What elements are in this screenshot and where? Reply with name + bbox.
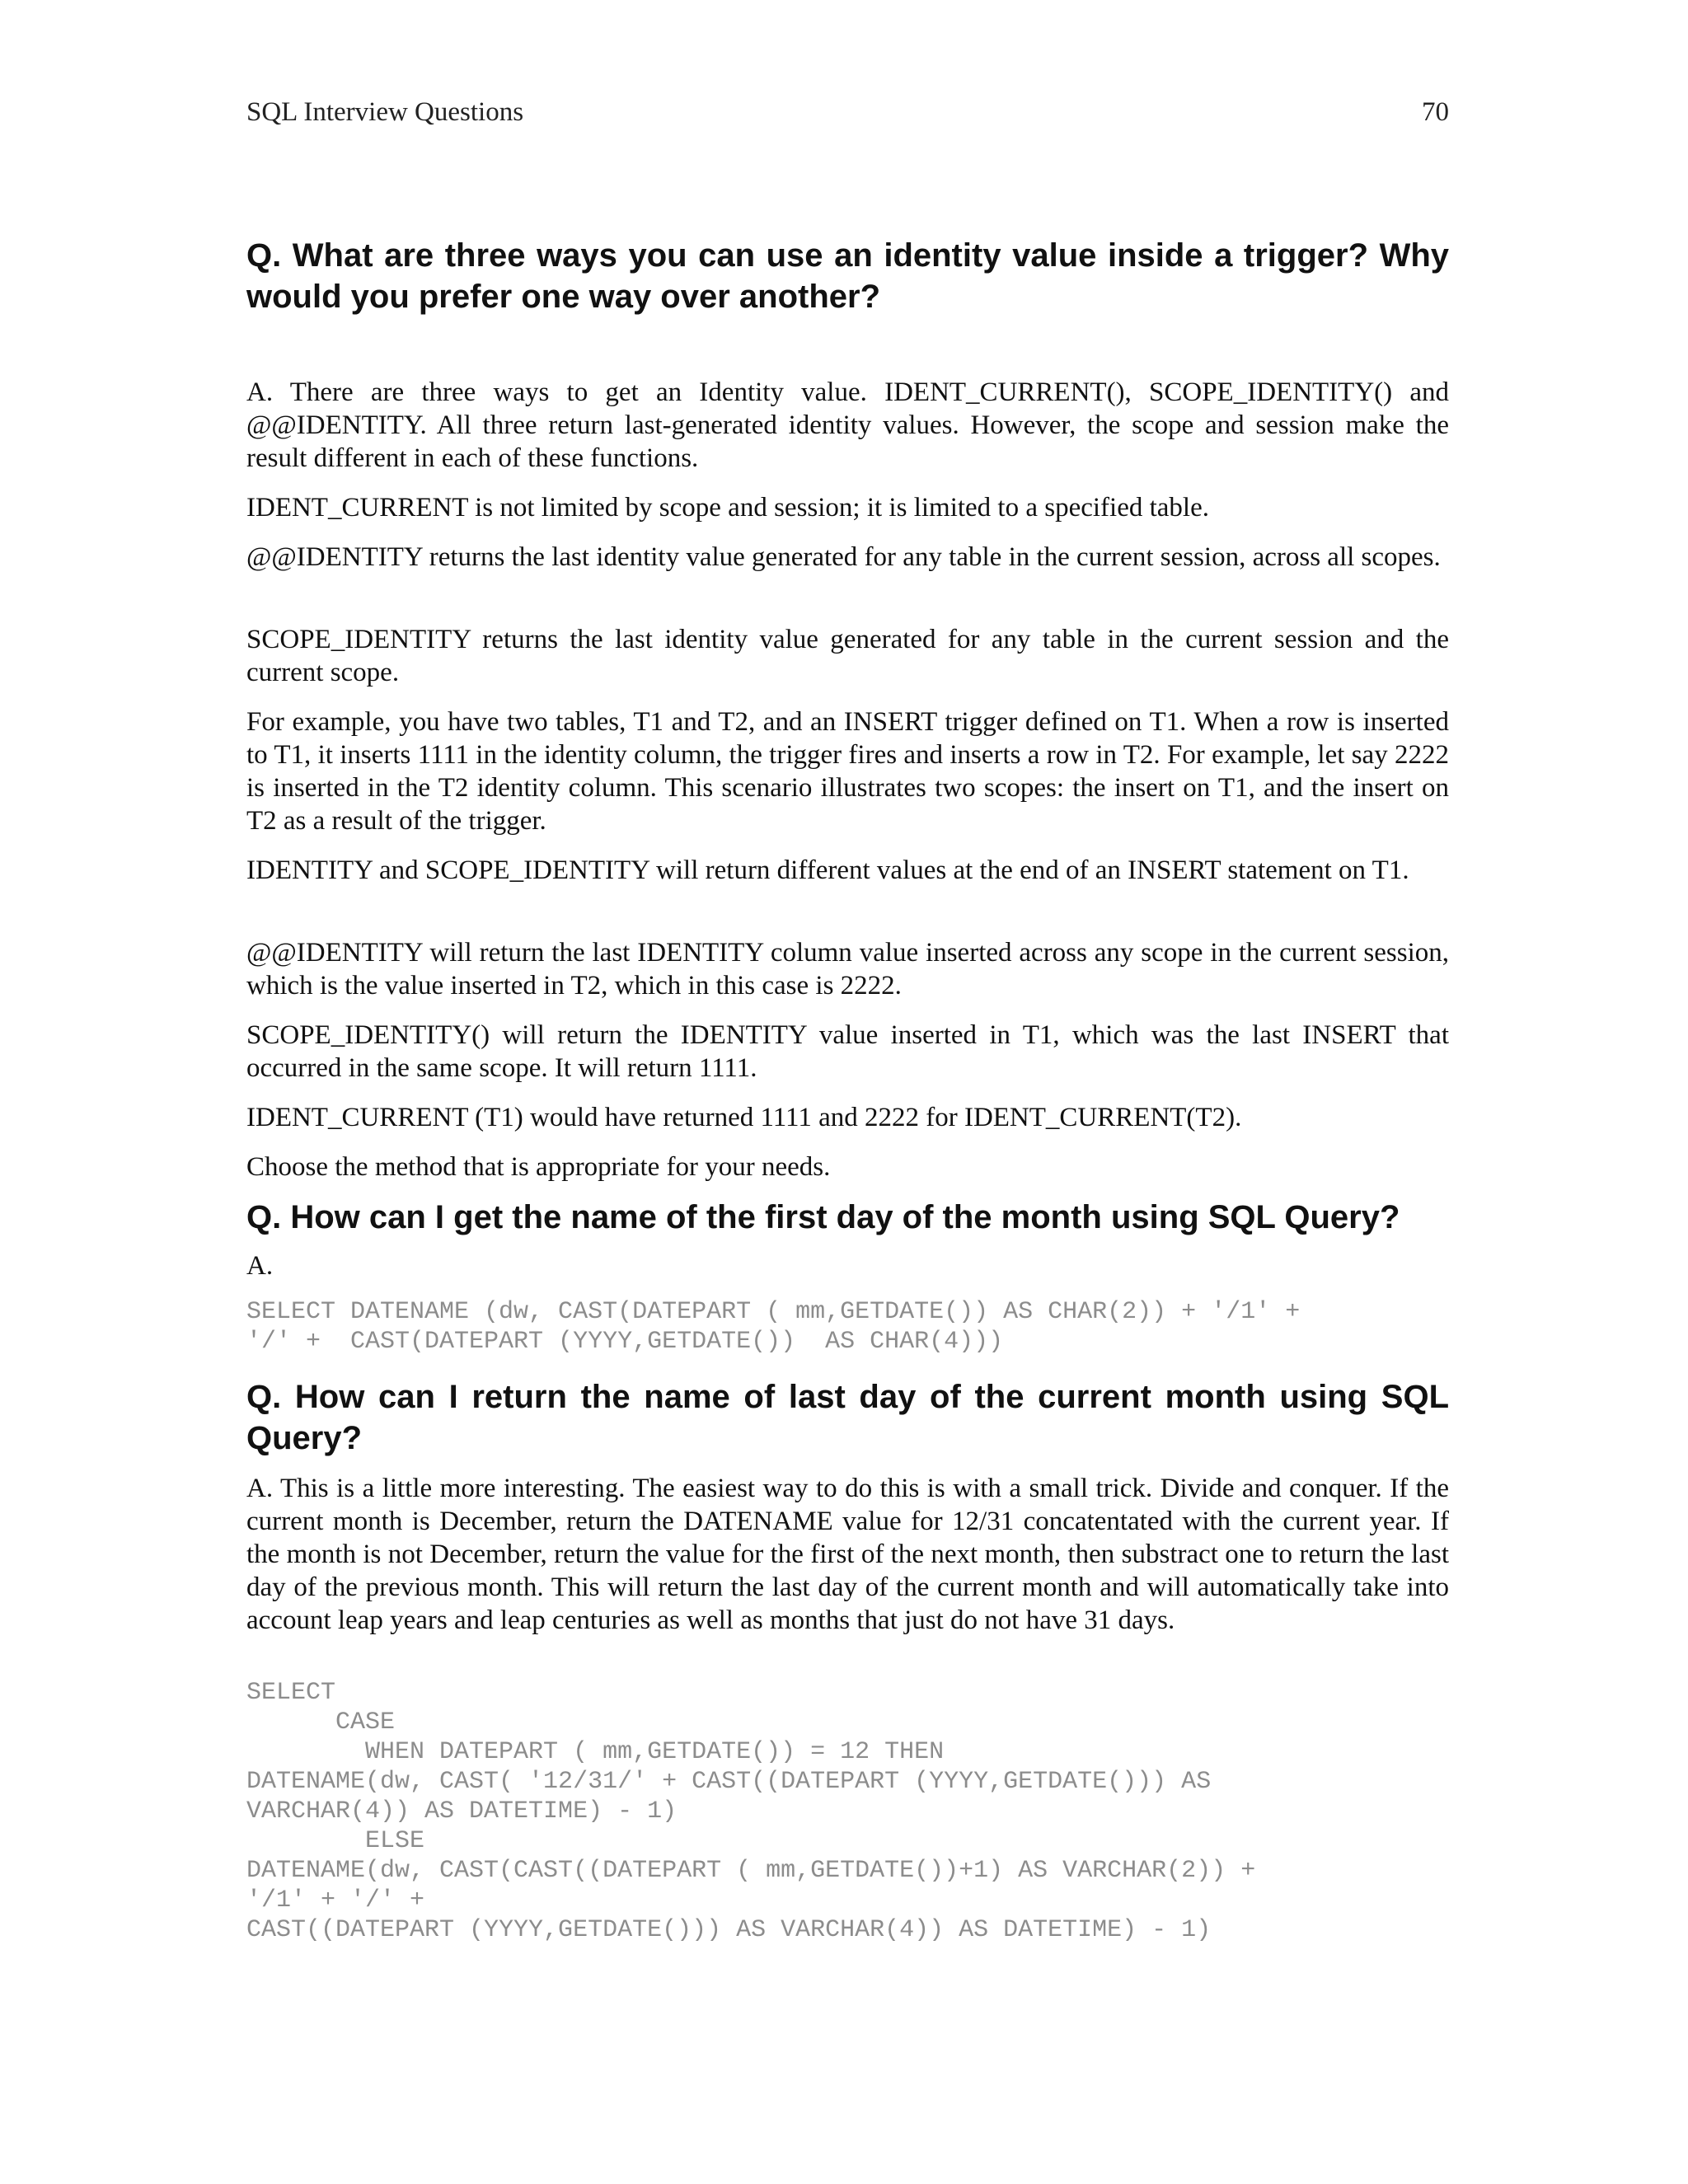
answer-paragraph: A. There are three ways to get an Identity value. IDENT_CURRENT(), SCOPE_IDENTITY() and @@IDENTITY. All three return last-generated identity values. However, the scope and session make the result different in each of these functions. [246,377,1449,473]
answer-paragraph: IDENT_CURRENT is not limited by scope and session; it is limited to a specified table. [246,493,1209,523]
answer-paragraph: For example, you have two tables, T1 and T2, and an INSERT trigger defined on T1. When a row is inserted to T1, it inserts 1111 in the identity column, the trigger fires and inserts a row in T2. For example, let say 2222 is inserted in the T2 identity column. This scenario illustrates two scopes: the insert on T1, and the insert on T2 as a result of the trigger. [246,707,1449,836]
answer-paragraph: IDENTITY and SCOPE_IDENTITY will return different values at the end of an INSERT statement on T1. [246,855,1409,885]
answer-paragraph: @@IDENTITY will return the last IDENTITY column value inserted across any scope in the current session, which is the value inserted in T2, which in this case is 2222. [246,938,1449,1001]
running-title: SQL Interview Questions [246,97,524,127]
question-identity-trigger: Q. What are three ways you can use an identity value inside a trigger? Why would you prefer one way over another? [246,237,1449,315]
answer-paragraph: SCOPE_IDENTITY() will return the IDENTITY value inserted in T1, which was the last INSERT that occurred in the same scope. It will return 1111. [246,1020,1449,1083]
running-header [246,97,1449,137]
question-last-day-of-month: Q. How can I return the name of last day of the current month using SQL Query? [246,1379,1449,1456]
answer-paragraph: A. This is a little more interesting. The easiest way to do this is with a small trick. Divide and conquer. If the current month is December, return the DATENAME value for 12/31 concatentated with the current year. If the month is not December, return the value for the first of the next month, then substract one to return the last day of the previous month. This will return the last day of the current month and will automatically take into account leap years and leap centuries as well as months that just do not have 31 days. [246,1474,1449,1635]
answer-paragraph: @@IDENTITY returns the last identity value generated for any table in the current session, across all scopes. [246,542,1441,572]
sql-code-block: SELECT CASE WHEN DATEPART ( mm,GETDATE()) = 12 THEN DATENAME(dw, CAST( '12/31/' + CAST((DATEPART (YYYY,GETDATE())) AS VARCHAR(4)) AS DATETIME) - 1) ELSE DATENAME(dw, CAST(CAST((DATEPART ( mm,GETDATE())+1) AS VARCHAR(2)) + '/1' + '/' + CAST((DATEPART (YYYY,GETDATE())) AS VARCHAR(4)) AS DATETIME) - 1) [246,1679,1256,1944]
answer-paragraph: Choose the method that is appropriate for your needs. [246,1152,831,1182]
answer-paragraph: IDENT_CURRENT (T1) would have returned 1111 and 2222 for IDENT_CURRENT(T2). [246,1103,1242,1132]
sql-code-block: SELECT DATENAME (dw, CAST(DATEPART ( mm,GETDATE()) AS CHAR(2)) + '/1' + '/' + CAST(DATEPART (YYYY,GETDATE()) AS CHAR(4))) [246,1298,1301,1356]
page-number: 70 [1422,97,1449,127]
answer-paragraph: SCOPE_IDENTITY returns the last identity value generated for any table in the current session and the current scope. [246,625,1449,687]
answer-label: A. [246,1251,274,1281]
question-first-day-of-month: Q. How can I get the name of the first day of the month using SQL Query? [246,1199,1400,1235]
